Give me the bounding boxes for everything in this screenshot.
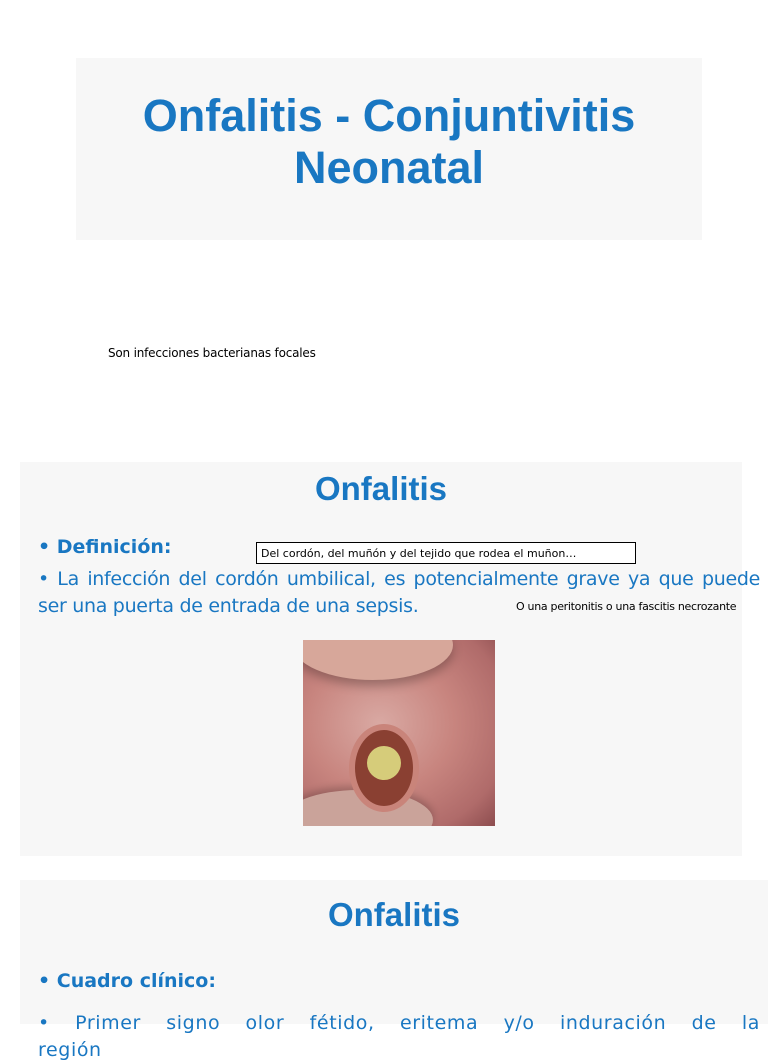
definition-text: • La infección del cordón umbilical, es potencialmente grave ya que puede ser una puerta de entrada de una sepsis. [38, 568, 760, 617]
title-line-1: Onfalitis - Conjuntivitis [142, 90, 636, 141]
speaker-note-2: O una peritonitis o una fascitis necrozante [516, 600, 737, 613]
finger-top [303, 640, 453, 680]
slide-title: Onfalitis [314, 470, 448, 507]
onfalitis-clinical-slide [20, 880, 768, 1061]
title-line-2: Neonatal [293, 142, 485, 193]
definition-label: • Definición: [38, 536, 172, 558]
presentation-title [76, 90, 702, 194]
umbilical-stump-photo [303, 640, 495, 826]
clinical-text: • Primer signo olor fétido, eritema y/o induración de la región [38, 1012, 760, 1061]
speaker-note-1: Son infecciones bacterianas focales [108, 346, 316, 360]
purulent-discharge [367, 746, 401, 780]
clinical-label: • Cuadro clínico: [38, 970, 216, 992]
title-slide [76, 58, 702, 240]
definition-callout: Del cordón, del muñón y del tejido que rodea el muñon… [256, 542, 636, 564]
slide-title: Onfalitis [327, 896, 461, 933]
